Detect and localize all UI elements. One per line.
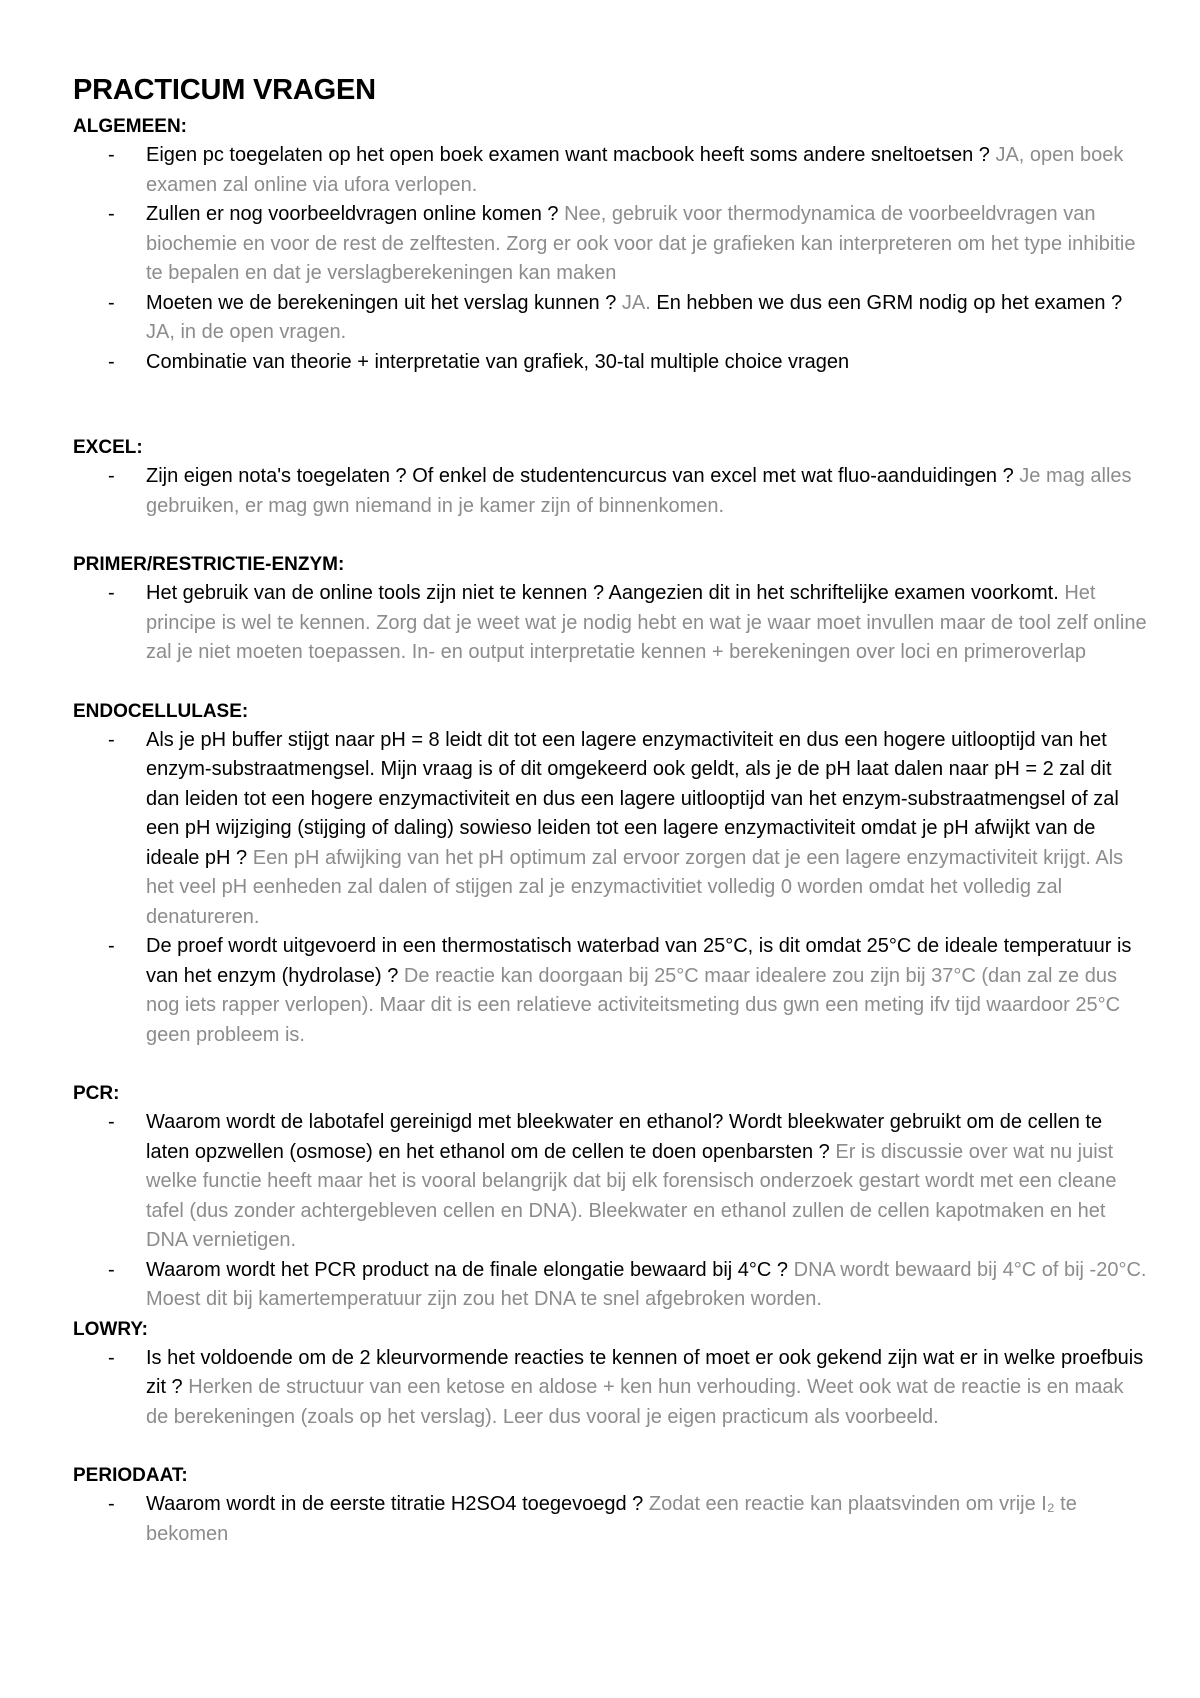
- question-text: Waarom wordt in de eerste titratie H2SO4 toegevoegd ?: [146, 1493, 644, 1515]
- qa-list-excel: [73, 462, 1148, 521]
- section-heading-periodaat: PERIODAAT:: [73, 1465, 188, 1486]
- section-periodaat: [73, 1461, 1148, 1549]
- list-item: [73, 1256, 1148, 1315]
- list-bullet: -: [108, 465, 115, 487]
- list-item: [73, 726, 1148, 933]
- question-text: Eigen pc toegelaten op het open boek examen want macbook heeft soms andere sneltoetsen ?: [146, 144, 990, 166]
- list-bullet: -: [108, 350, 115, 373]
- list-bullet: -: [108, 1111, 115, 1133]
- qa-list-pcr: [73, 1108, 1148, 1315]
- answer-text: Je mag alles gebruiken, er mag gwn niemand in je kamer zijn of binnenkomen.: [146, 465, 1132, 517]
- qa-list-periodaat: [73, 1490, 1148, 1549]
- section-heading-primer: PRIMER/RESTRICTIE-ENZYM:: [73, 554, 345, 575]
- question-text: Het gebruik van de online tools zijn niet te kennen ? Aangezien dit in het schriftelijke examen voorkomt.: [146, 582, 1059, 604]
- list-bullet: -: [108, 1493, 115, 1515]
- list-bullet: -: [108, 203, 115, 225]
- qa-list-algemeen: [73, 141, 1148, 377]
- spacer: [73, 1050, 1148, 1079]
- qa-list-endocellulase: [73, 726, 1148, 1051]
- section-heading-lowry: LOWRY:: [73, 1318, 148, 1340]
- answer-text: De reactie kan doorgaan bij 25°C maar idealere zou zijn bij 37°C (dan zal ze dus nog iets rapper verlopen). Maar dit is een relatieve activiteitsmeting dus gwn een meting ifv tijd waardoor 25°C geen probleem is.: [146, 964, 1121, 1046]
- question-text-secondary: En hebben we dus een GRM nodig op het examen ?: [656, 291, 1123, 314]
- answer-text: JA.: [621, 291, 651, 314]
- section-heading-algemeen: ALGEMEEN:: [73, 116, 187, 137]
- list-bullet: -: [108, 935, 115, 957]
- answer-text: Nee, gebruik voor thermodynamica de voorbeeldvragen van biochemie en voor de rest de zelftesten. Zorg er ook voor dat je grafieken kan interpreteren om het type inhibitie te bepalen en dat je verslagberekeningen kan maken: [146, 203, 1136, 284]
- document-page: [73, 68, 1148, 1549]
- list-item: [73, 1490, 1148, 1549]
- answer-text: Een pH afwijking van het pH optimum zal ervoor zorgen dat je een lagere enzymactiviteit krijgt. Als het veel pH eenheden zal dalen of stijgen zal je enzymactivitiet volledig 0 worden omdat het volledig zal denatureren.: [146, 846, 1124, 928]
- page-title: PRACTICUM VRAGEN: [73, 74, 376, 106]
- section-lowry: [73, 1315, 1148, 1433]
- section-algemeen: [73, 112, 1148, 377]
- answer-text: Herken de structuur van een ketose en aldose + ken hun verhouding. Weet ook wat de reactie is en maak de berekeningen (zoals op het verslag). Leer dus vooral je eigen practicum als voorbeeld.: [146, 1376, 1124, 1428]
- question-text: Als je pH buffer stijgt naar pH = 8 leidt dit tot een lagere enzymactiviteit en dus een hogere uitlooptijd van het enzym-substraatmengsel. Mijn vraag is of dit omgekeerd ook geldt, als je de pH laat dalen naar pH = 2 zal dit dan leiden tot een hogere enzymactiviteit en dus een lagere uitlooptijd van het enzym-substraatmengsel of zal een pH wijziging (stijging of daling) sowieso leiden tot een lagere enzymactiviteit omdat je pH afwijkt van de ideale pH ?: [146, 728, 1119, 869]
- question-text: Waarom wordt de labotafel gereinigd met bleekwater en ethanol? Wordt bleekwater gebruikt om de cellen te laten opzwellen (osmose) en het ethanol om de cellen te doen openbarsten ?: [146, 1111, 1103, 1163]
- answer-text: Het principe is wel te kennen. Zorg dat je weet wat je nodig hebt en wat je waar moet invullen maar de tool zelf online zal je niet moeten toepassen. In- en output interpretatie kennen + berekeningen over loci en primeroverlap: [146, 582, 1147, 663]
- question-text: Is het voldoende om de 2 kleurvormende reacties te kennen of moet er ook gekend zijn wat er in welke proefbuis zit ?: [146, 1346, 1144, 1398]
- qa-list-primer: [73, 579, 1148, 668]
- list-item: [73, 462, 1148, 521]
- section-heading-endocellulase: ENDOCELLULASE:: [73, 700, 249, 722]
- spacer: [73, 521, 1148, 550]
- question-text: Zijn eigen nota's toegelaten ? Of enkel de studentencurcus van excel met wat fluo-aanduidingen ?: [146, 465, 1014, 487]
- qa-list-lowry: [73, 1344, 1148, 1433]
- list-item: [73, 348, 1148, 378]
- question-text: Zullen er nog voorbeeldvragen online komen ?: [146, 203, 559, 225]
- list-item: [73, 579, 1148, 668]
- section-pcr: [73, 1079, 1148, 1315]
- list-item: [73, 1344, 1148, 1433]
- spacer: [73, 668, 1148, 697]
- answer-text: DNA wordt bewaard bij 4°C of bij -20°C. Moest dit bij kamertemperatuur zijn zou het DNA te snel afgebroken worden.: [146, 1258, 1147, 1310]
- list-item: [73, 200, 1148, 289]
- list-item: [73, 1108, 1148, 1256]
- answer-text-secondary: JA, in de open vragen.: [146, 321, 347, 343]
- list-item: [73, 932, 1148, 1050]
- question-text: Waarom wordt het PCR product na de finale elongatie bewaard bij 4°C ?: [146, 1258, 789, 1281]
- section-primer: [73, 550, 1148, 668]
- spacer: [73, 1432, 1148, 1461]
- list-item: [73, 141, 1148, 200]
- answer-text: Er is discussie over wat nu juist welke functie heeft maar het is vooral belangrijk dat bij elk forensisch onderzoek gestart wordt met een cleane tafel (dus zonder achtergebleven cellen en DNA). Bleekwater en ethanol zullen de cellen kapotmaken en het DNA vernietigen.: [146, 1140, 1117, 1251]
- question-text: Combinatie van theorie + interpretatie van grafiek, 30-tal multiple choice vragen: [146, 350, 850, 373]
- list-bullet: -: [108, 582, 115, 604]
- section-heading-excel: EXCEL:: [73, 437, 143, 458]
- section-endocellulase: [73, 697, 1148, 1051]
- section-excel: [73, 433, 1148, 521]
- list-bullet: -: [108, 291, 115, 314]
- answer-text: Zodat een reactie kan plaatsvinden om vrije I₂ te bekomen: [146, 1493, 1077, 1545]
- answer-text: JA, open boek examen zal online via ufora verlopen.: [146, 144, 1124, 196]
- section-heading-pcr: PCR:: [73, 1083, 120, 1104]
- list-bullet: -: [108, 144, 115, 166]
- list-bullet: -: [108, 1346, 115, 1369]
- list-bullet: -: [108, 1258, 115, 1281]
- list-item: [73, 289, 1148, 348]
- list-bullet: -: [108, 728, 115, 751]
- question-text: Moeten we de berekeningen uit het verslag kunnen ?: [146, 291, 617, 314]
- spacer: [73, 377, 1148, 433]
- question-text: De proef wordt uitgevoerd in een thermostatisch waterbad van 25°C, is dit omdat 25°C de ideale temperatuur is van het enzym (hydrolase) ?: [146, 935, 1132, 987]
